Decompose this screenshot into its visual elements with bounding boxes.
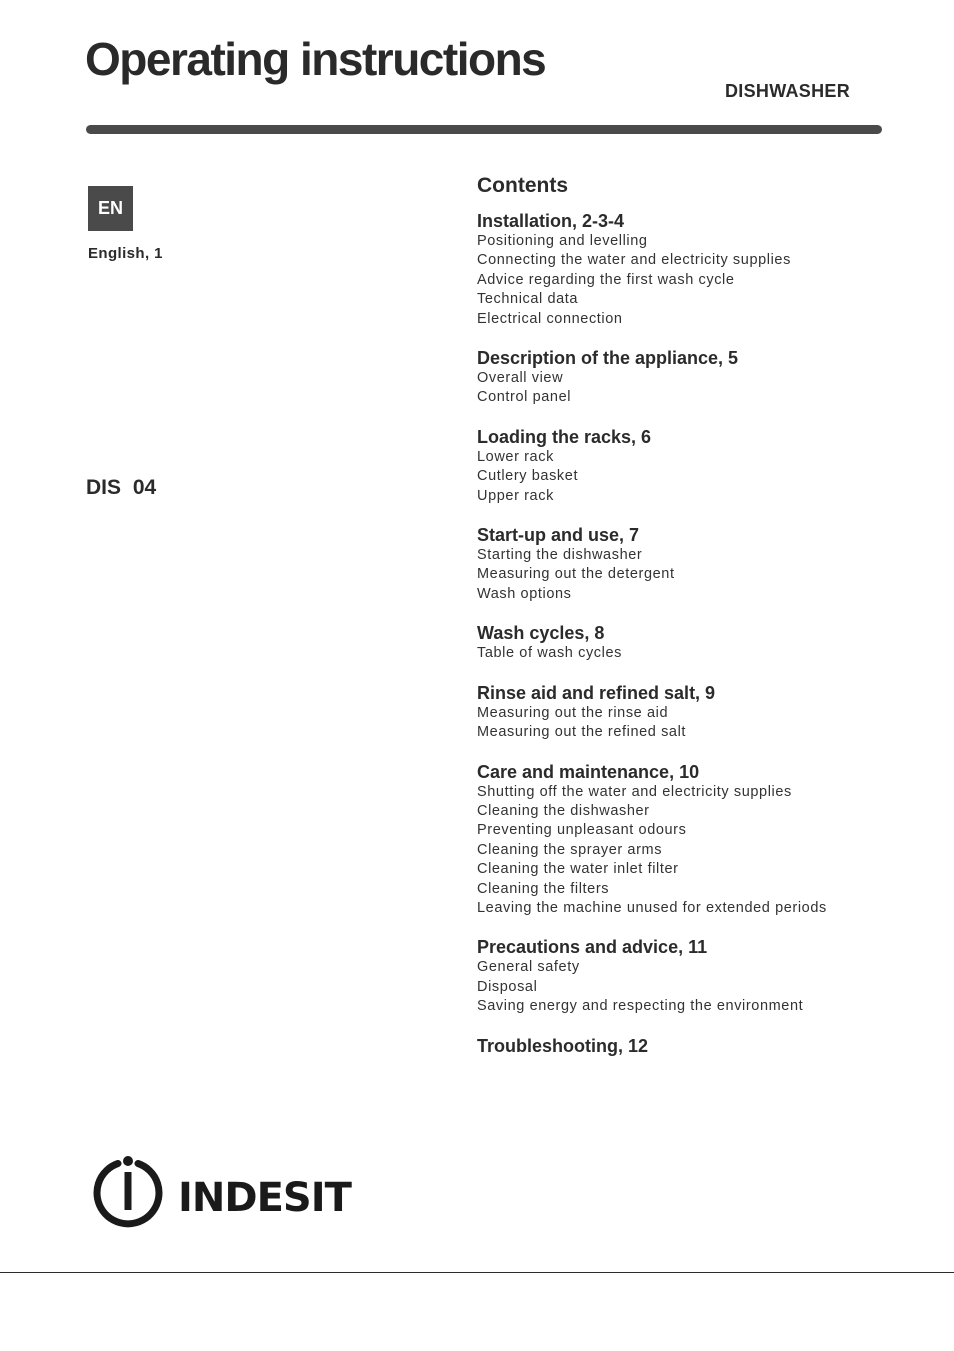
header-divider <box>86 125 882 134</box>
section-item: Control panel <box>477 389 572 406</box>
section-item: Overall view <box>477 370 564 387</box>
section-title: Wash cycles, 8 <box>477 623 605 644</box>
section-title: Troubleshooting, 12 <box>477 1035 649 1056</box>
section-item: Positioning and levelling <box>477 233 648 249</box>
contents-sections <box>477 210 897 1057</box>
section-item: Cleaning the water inlet filter <box>477 861 679 878</box>
section-item: Wash options <box>477 585 572 602</box>
page-title: Operating instructions <box>85 33 546 85</box>
language-badge: EN <box>88 186 133 231</box>
section-item: Upper rack <box>477 487 554 504</box>
section-title: Precautions and advice, 11 <box>477 937 708 958</box>
contents-section <box>477 936 897 1016</box>
section-item: Saving energy and respecting the environment <box>477 998 804 1015</box>
contents-heading: Contents <box>477 174 568 197</box>
indesit-i-logo-icon <box>97 1156 159 1224</box>
contents-section <box>477 524 897 604</box>
section-item: Measuring out the rinse aid <box>477 704 669 721</box>
product-type: DISHWASHER <box>724 81 850 101</box>
section-title: Rinse aid and refined salt, 9 <box>477 682 716 703</box>
contents-section <box>477 1035 897 1057</box>
section-title: Installation, 2-3-4 <box>477 211 625 231</box>
footer-divider <box>0 1272 954 1273</box>
indesit-logo <box>92 1155 367 1230</box>
section-item: Cutlery basket <box>477 468 579 485</box>
model-number: DIS 04 <box>86 476 157 499</box>
section-title: Loading the racks, 6 <box>477 426 652 447</box>
contents-section <box>477 210 897 329</box>
section-item: Measuring out the detergent <box>477 566 675 583</box>
section-title: Description of the appliance, 5 <box>477 348 739 369</box>
section-item: Connecting the water and electricity supplies <box>477 252 791 269</box>
section-item: Cleaning the filters <box>477 880 610 897</box>
section-item: Cleaning the dishwasher <box>477 802 650 819</box>
section-item: Measuring out the refined salt <box>477 724 687 741</box>
section-item: General safety <box>477 959 580 976</box>
section-item: Shutting off the water and electricity supplies <box>477 783 792 800</box>
contents-section <box>477 622 897 663</box>
section-item: Disposal <box>477 978 538 995</box>
contents-section <box>477 426 897 506</box>
section-item: Leaving the machine unused for extended periods <box>477 899 827 916</box>
language-page-reference: English, 1 <box>88 245 163 262</box>
section-item: Electrical connection <box>477 310 623 327</box>
contents-section <box>477 761 897 919</box>
section-title: Care and maintenance, 10 <box>477 761 700 782</box>
table-of-contents <box>477 174 897 1075</box>
contents-section <box>477 347 897 408</box>
section-item: Advice regarding the first wash cycle <box>477 271 735 288</box>
section-item: Preventing unpleasant odours <box>477 822 687 839</box>
section-item: Cleaning the sprayer arms <box>477 841 663 858</box>
section-item: Technical data <box>477 291 579 308</box>
logo-wordmark: INDESIT <box>178 1175 351 1221</box>
section-item: Table of wash cycles <box>477 645 622 662</box>
section-item: Starting the dishwasher <box>477 547 643 564</box>
section-title: Start-up and use, 7 <box>477 525 640 546</box>
section-item: Lower rack <box>477 448 554 465</box>
contents-section <box>477 682 897 743</box>
